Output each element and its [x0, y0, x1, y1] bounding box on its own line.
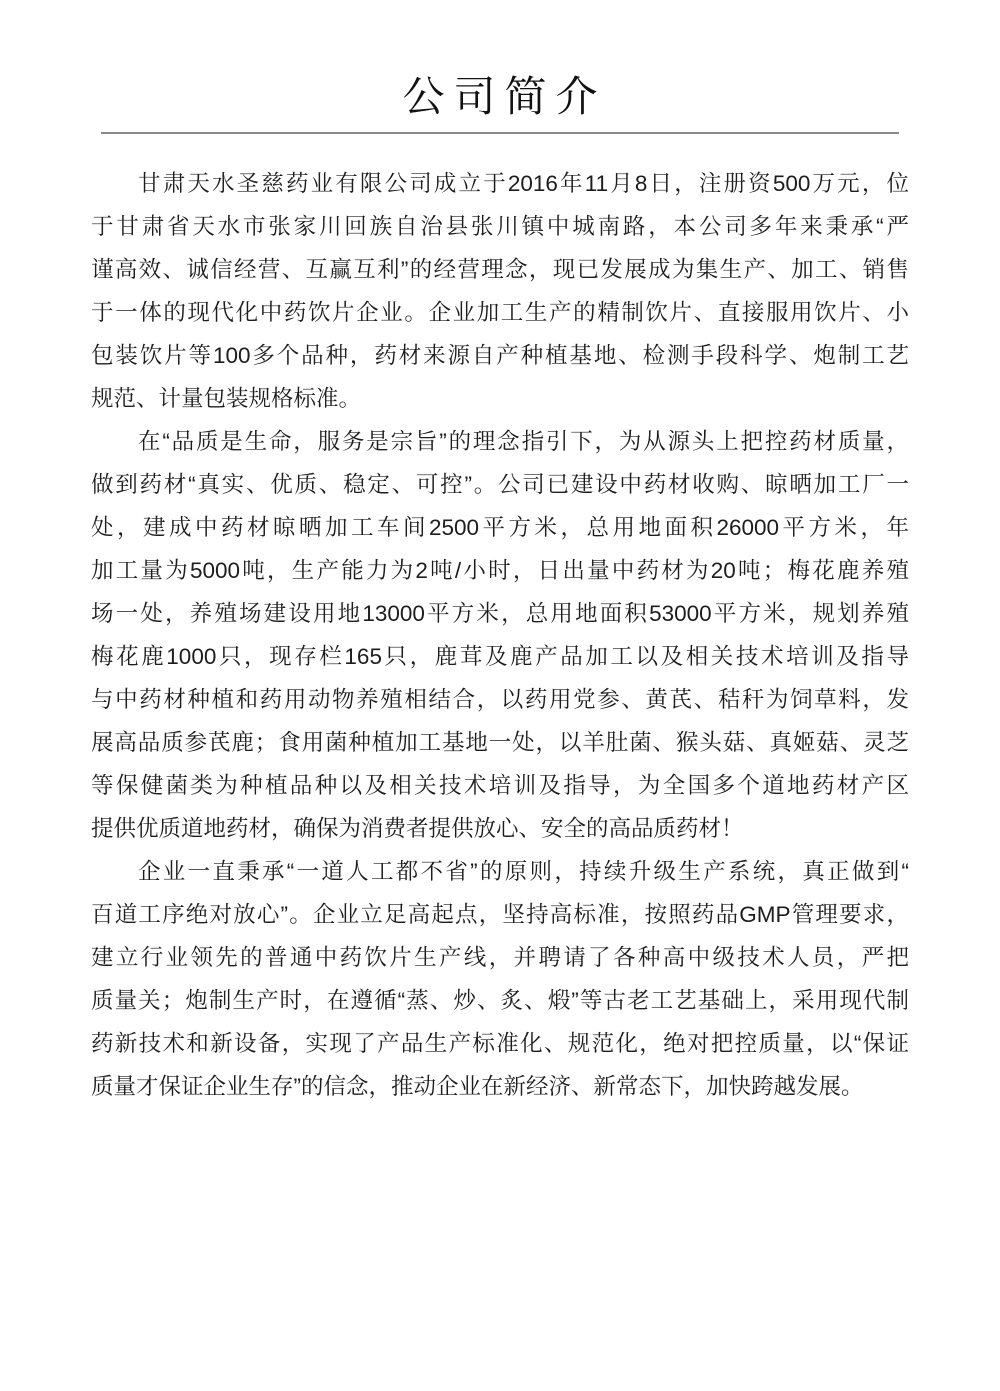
text-line: 做到药材“真实、优质、稳定、可控”。公司已建设中药材收购、晾晒加工厂一 [91, 472, 909, 497]
title-divider [101, 132, 899, 134]
text-line: 在“品质是生命，服务是宗旨”的理念指引下，为从源头上把控药材质量， [138, 429, 909, 454]
text-line: 包装饮片等100多个品种，药材来源自产种植基地、检测手段科学、炮制工艺 [91, 343, 909, 368]
text-line: 梅花鹿1000只，现存栏165只，鹿茸及鹿产品加工以及相关技术培训及指导 [91, 644, 909, 669]
text-line: 谨高效、诚信经营、互赢互利”的经营理念，现已发展成为集生产、加工、销售 [91, 257, 909, 282]
text-line: 提供优质道地药材，确保为消费者提供放心、安全的高品质药材！ [91, 816, 744, 841]
text-line: 等保健菌类为种植品种以及相关技术培训及指导，为全国多个道地药材产区 [91, 773, 909, 798]
text-line: 甘肃天水圣慈药业有限公司成立于2016年11月8日，注册资500万元，位 [138, 171, 909, 196]
document-body [91, 162, 909, 1108]
text-line: 加工量为5000吨，生产能力为2吨/小时，日出量中药材为20吨；梅花鹿养殖 [91, 558, 909, 583]
text-line: 规范、计量包装规格标准。 [91, 386, 362, 411]
text-line: 质量才保证企业生存”的信念，推动企业在新经济、新常态下，加快跨越发展。 [91, 1074, 864, 1099]
text-line: 百道工序绝对放心”。企业立足高起点，坚持高标准，按照药品GMP管理要求， [91, 902, 909, 927]
text-line: 质量关；炮制生产时，在遵循“蒸、炒、炙、煅”等古老工艺基础上，采用现代制 [91, 988, 909, 1013]
page-title: 公司简介 [402, 73, 607, 120]
text-line: 场一处，养殖场建设用地13000平方米，总用地面积53000平方米，规划养殖 [91, 601, 909, 626]
paragraph-company-overview [91, 162, 909, 420]
text-line: 处，建成中药材晾晒加工车间2500平方米，总用地面积26000平方米，年 [91, 515, 909, 540]
paragraph-quality-and-bases [91, 420, 909, 850]
text-line: 于一体的现代化中药饮片企业。企业加工生产的精制饮片、直接服用饮片、小 [91, 300, 909, 325]
text-line: 药新技术和新设备，实现了产品生产标准化、规范化，绝对把控质量，以“保证 [91, 1031, 909, 1056]
text-line: 与中药材种植和药用动物养殖相结合，以药用党参、黄芪、秸秆为饲草料，发 [91, 687, 909, 712]
text-line: 展高品质参芪鹿；食用菌种植加工基地一处，以羊肚菌、猴头菇、真姬菇、灵芝 [91, 730, 909, 755]
text-line: 于甘肃省天水市张家川回族自治县张川镇中城南路，本公司多年来秉承“严 [91, 214, 909, 239]
text-line: 企业一直秉承“一道人工都不省”的原则，持续升级生产系统，真正做到“ [138, 859, 909, 884]
text-line: 建立行业领先的普通中药饮片生产线，并聘请了各种高中级技术人员，严把 [91, 945, 909, 970]
paragraph-production-principles [91, 850, 909, 1108]
